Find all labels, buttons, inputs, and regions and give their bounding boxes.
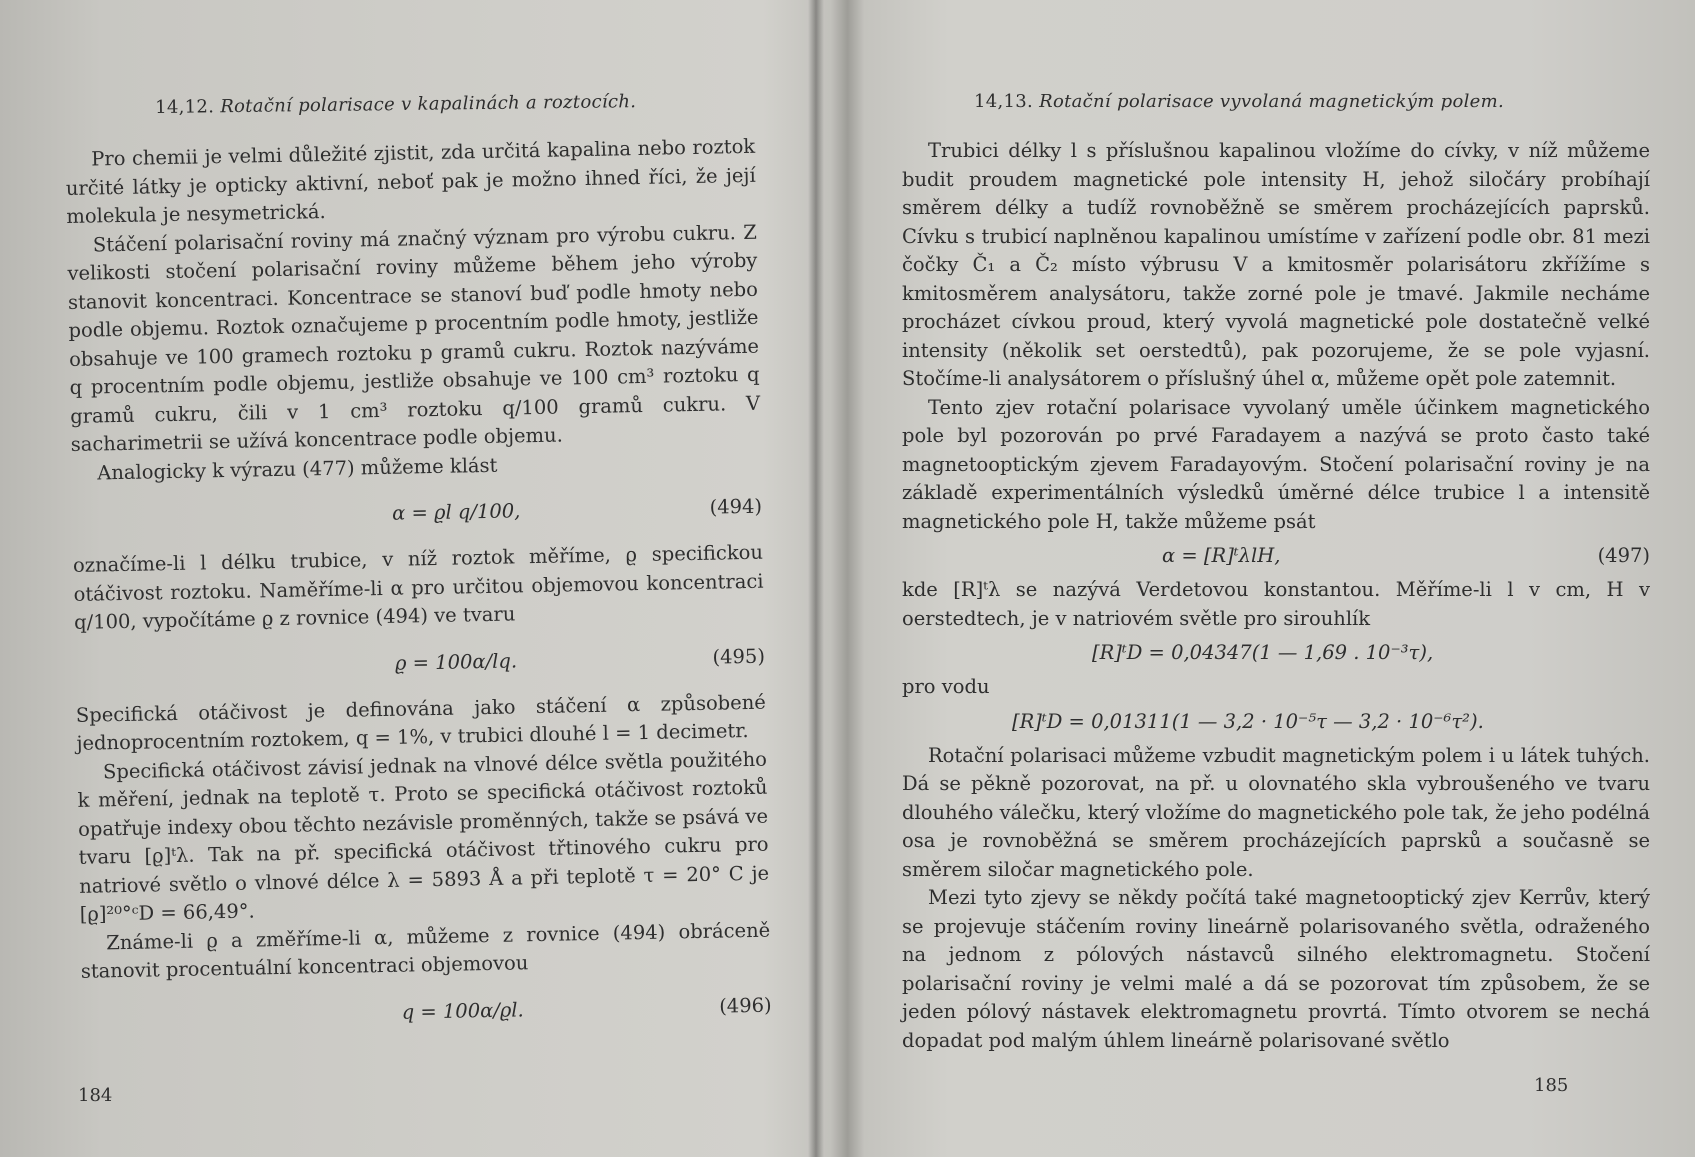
left-page-number: 184	[78, 1085, 113, 1106]
equation-formula: [R]ᵗD = 0,04347(1 — 1,69 . 10⁻³τ),	[1092, 641, 1434, 664]
paragraph: Specifická otáčivost je definována jako stáčení α způsobené jednoprocentním roztokem, q = 1%, v trubici dlouhé l = 1 decimetr.	[75, 690, 767, 755]
right-section-number: 14,13.	[974, 91, 1034, 112]
equation-formula: ϱ = 100α/lq.	[394, 648, 518, 675]
left-page-body	[65, 133, 772, 1051]
paragraph: Stáčení polarisační roviny má značný význam pro výrobu cukru. Z velikosti stočení polarisační roviny můžeme během jeho výroby stanovit koncentraci. Koncentrace se stanoví buď podle hmoty nebo podle objemu. Roztok označujeme p procentním podle hmoty, jestliže obsahuje ve 100 gramech roztoku p gramů cukru. Roztok nazýváme q procentním podle objemu, jestliže obsahuje ve 100 cm³ roztoku q gramů cukru, čili v 1 cm³ roztoku q/100 gramů cukru. V sacharimetrii se užívá koncentrace podle objemu.	[67, 220, 761, 456]
equation-495	[74, 624, 765, 701]
equation-496	[81, 973, 772, 1050]
right-page-number: 185	[1534, 1075, 1569, 1096]
equation-water	[902, 702, 1650, 742]
paragraph: Specifická otáčivost závisí jednak na vlnové délce světla použitého k měření, jednak na teplotě τ. Proto se specifická otáčivost roztoků opatřuje indexy obou těchto nezávisle proměnných, takže se psává ve tvaru [ϱ]ᵗλ. Tak na př. specifická otáčivost třtinového cukru pro natriové světlo o vlnové délce λ = 5893 Å a při teplotě τ = 20° C je [ϱ]²⁰°ᶜD = 66,49°.	[77, 747, 770, 926]
paragraph: Rotační polarisaci můžeme vzbudit magnetickým polem i u látek tuhých. Dá se pěkně pozorovat, na př. u olovnatého skla vybroušeného ve tvaru dlouhého válečku, který vložíme do magnetického pole tak, že jeho podélná osa je rovnoběžná se směrem procházejících paprsků a současně se směrem siločar magnetického pole.	[902, 743, 1650, 881]
left-section-title: Rotační polarisace v kapalinách a roztocích.	[220, 91, 637, 118]
paragraph: Pro chemii je velmi důležité zjistit, zda určitá kapalina nebo roztok určité látky je opticky aktivní, neboť pak je možno ihned říci, že její molekula je nesymetrická.	[65, 134, 756, 228]
paragraph: pro vodu	[902, 675, 990, 698]
equation-494	[72, 475, 763, 552]
right-page-body	[902, 137, 1650, 1055]
equation-formula: α = [R]ᵗλlH,	[1162, 544, 1281, 567]
right-page	[824, 0, 1695, 1157]
paragraph: Tento zjev rotační polarisace vyvolaný uměle účinkem magnetického pole byl pozorován po prvé Faradayem a nazývá se proto často také magnetooptickým zjevem Faradayovým. Stočení polarisační roviny je na základě experimentálních výsledků úměrné délce trubice l a intensitě magnetického pole H, takže můžeme psát	[902, 395, 1650, 533]
equation-number: (495)	[712, 644, 766, 669]
paragraph: Analogicky k výrazu (477) můžeme klást	[97, 453, 498, 484]
equation-formula: [R]ᵗD = 0,01311(1 — 3,2 · 10⁻⁵τ — 3,2 · 10⁻⁶τ²).	[1012, 709, 1484, 733]
paragraph: Trubici délky l s příslušnou kapalinou vložíme do cívky, v níž můžeme budit proudem magnetické pole intensity H, jehož siločáry probíhají směrem délky a tudíž rovnoběžně se směrem procházejících paprsků. Cívku s trubicí naplněnou kapalinou umístíme v zařízení podle obr. 81 mezi čočky Č₁ a Č₂ místo výbrusu V a kmitosměr polarisátoru zkřížíme s kmitosměrem analysátoru, takže zorné pole je tmavé. Jakmile necháme procházet cívkou proud, který vyvolá magnetické pole dostatečně velké intensity (několik set oerstedtů), pak pozorujeme, že se pole vyjasní. Stočíme-li analysátorem o příslušný úhel α, můžeme opět pole zatemnit.	[902, 139, 1650, 390]
paragraph: Známe-li ϱ a změříme-li α, můžeme z rovnice (494) obráceně stanovit procentuální koncentraci objemovou	[80, 918, 771, 983]
equation-number: (494)	[709, 494, 763, 519]
right-section-title: Rotační polarisace vyvolaná magnetickým polem.	[1039, 91, 1504, 112]
left-running-header	[155, 88, 636, 122]
equation-formula: α = ϱl q/100,	[391, 499, 521, 525]
book-gutter	[808, 0, 824, 1157]
paragraph: označíme-li l délku trubice, v níž roztok měříme, ϱ specifickou otáčivost roztoku. Naměříme-li α pro určitou objemovou koncentraci q/100, vypočítáme ϱ z rovnice (494) ve tvaru	[72, 540, 764, 634]
right-running-header	[974, 88, 1504, 117]
equation-formula: q = 100α/ϱl.	[401, 997, 524, 1024]
equation-number: (497)	[1597, 544, 1650, 567]
left-section-number: 14,12.	[155, 96, 215, 118]
equation-carbon-disulfide	[902, 633, 1650, 673]
paragraph: kde [R]ᵗλ se nazývá Verdetovou konstantou. Měříme-li l v cm, H v oerstedtech, je v natriovém světle pro sirouhlík	[902, 578, 1650, 630]
equation-497	[902, 536, 1650, 576]
equation-number: (496)	[718, 993, 772, 1018]
left-page	[0, 0, 808, 1157]
paragraph: Mezi tyto zjevy se někdy počítá také magnetooptický zjev Kerrův, který se projevuje stáčením roviny lineárně polarisovaného světla, odraženého na jednom z pólových nástavců silného elektromagnetu. Stočení polarisační roviny je velmi malé a dá se pozorovat tím způsobem, že se jeden pólový nástavek elektromagnetu provrtá. Tímto otvorem se nechá dopadat pod malým úhlem lineárně polarisované světlo	[902, 886, 1650, 1052]
